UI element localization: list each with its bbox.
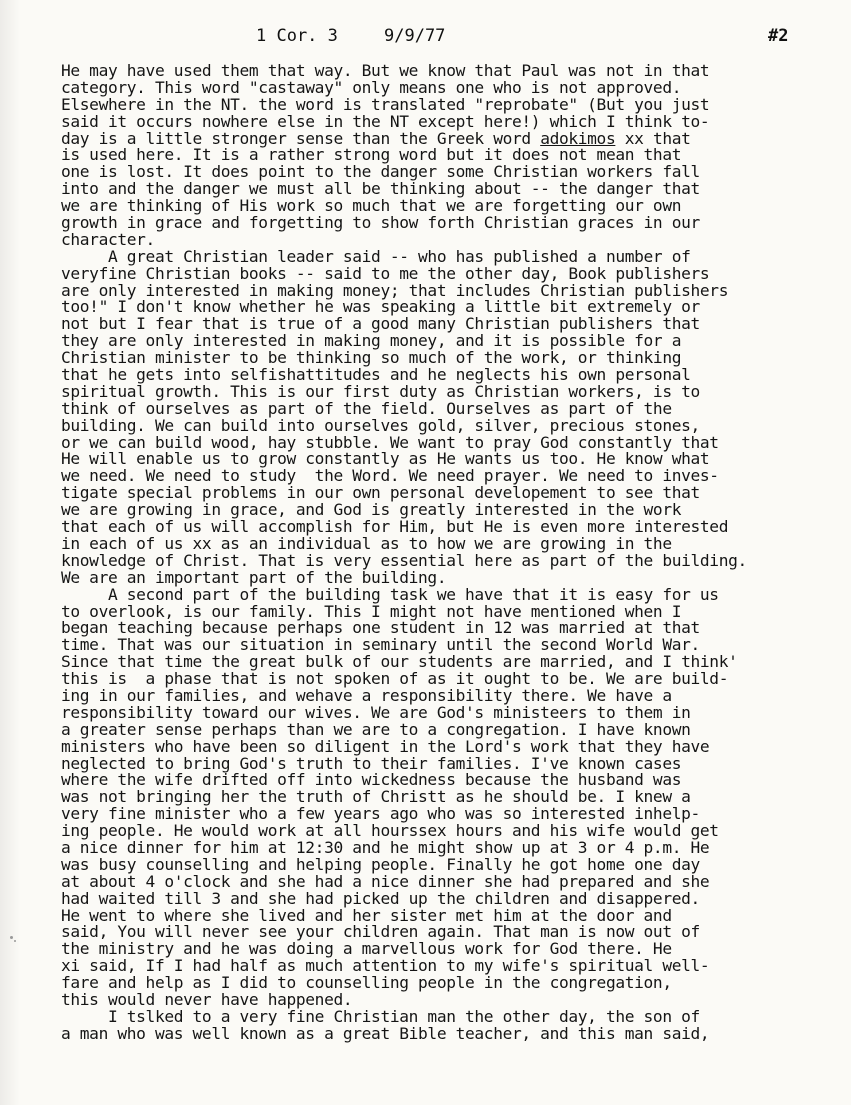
text-line: they are only interested in making money, and it is possible for a: [61, 331, 682, 351]
text-line: fare and help as I did to counselling people in the congregation,: [61, 973, 672, 993]
document-date: 9/9/77: [384, 26, 446, 46]
text-line: said it occurs nowhere else in the NT except here!) which I think to-: [61, 111, 710, 131]
underlined-word: adokimos: [540, 128, 616, 148]
text-line: was busy counselling and helping people. Finally he got home one day: [61, 854, 700, 874]
text-line: at about 4 o'clock and she had a nice dinner she had prepared and she: [61, 871, 710, 891]
text-line: a man who was well known as a great Bible teacher, and this man said,: [61, 1023, 710, 1043]
text-line: knowledge of Christ. That is very essential here as part of the building.: [61, 550, 747, 570]
text-line: He will enable us to grow constantly as He wants us too. He know what: [61, 449, 710, 469]
text-line: We are an important part of the building.: [61, 567, 447, 587]
text-line: this would never have happened.: [61, 989, 353, 1009]
text-line: was not bringing her the truth of Christt as he should be. I knew a: [61, 787, 691, 807]
text-line: tigate special problems in our own personal developement to see that: [61, 483, 700, 503]
text-line: neglected to bring God's truth to their families. I've known cases: [61, 753, 682, 773]
text-line: began teaching because perhaps one student in 12 was married at that: [61, 618, 700, 638]
text-line: xi said, If I had half as much attention to my wife's spiritual well-: [61, 956, 710, 976]
text-line: we are thinking of His work so much that we are forgetting our own: [61, 196, 682, 216]
text-line: we need. We need to study the Word. We need prayer. We need to inves-: [61, 466, 719, 486]
text-line: one is lost. It does point to the danger some Christian workers fall: [61, 162, 700, 182]
text-line: into and the danger we must all be thinking about -- the danger that: [61, 179, 700, 199]
text-line: a greater sense perhaps than we are to a congregation. I have known: [61, 719, 691, 739]
text-line: spiritual growth. This is our first duty as Christian workers, is to: [61, 381, 700, 401]
text-line: in each of us xx as an individual as to how we are growing in the: [61, 533, 672, 553]
text-line: Since that time the great bulk of our students are married, and I think': [61, 652, 738, 672]
text-line: had waited till 3 and she had picked up the children and disappered.: [61, 888, 700, 908]
text-line: we are growing in grace, and God is greatly interested in the work: [61, 500, 682, 520]
text-line: are only interested in making money; that includes Christian publishers: [61, 280, 729, 300]
text-line: think of ourselves as part of the field. Ourselves as part of the: [61, 398, 672, 418]
text-line: Elsewhere in the NT. the word is translated "reprobate" (But you just: [61, 94, 710, 114]
scan-speck: [14, 940, 16, 942]
text-line: character.: [61, 229, 155, 249]
text-line: or we can build wood, hay stubble. We want to pray God constantly that: [61, 432, 719, 452]
text-line: said, You will never see your children again. That man is now out of: [61, 922, 700, 942]
text-line: is used here. It is a rather strong word but it does not mean that: [61, 145, 682, 165]
text-line: building. We can build into ourselves gold, silver, precious stones,: [61, 415, 700, 435]
text-line: not but I fear that is true of a good many Christian publishers that: [61, 314, 700, 334]
text-segment: xx that: [615, 128, 691, 148]
text-line: A great Christian leader said -- who has published a number of: [61, 246, 691, 266]
text-line: where the wife drifted off into wickedness because the husband was: [61, 770, 682, 790]
text-line: this is a phase that is not spoken of as it ought to be. We are build-: [61, 669, 729, 689]
text-line: I tslked to a very fine Christian man the other day, the son of: [61, 1006, 700, 1026]
page-number: #2: [768, 26, 789, 46]
text-line: He went to where she lived and her sister met him at the door and: [61, 905, 672, 925]
page-edge-shadow: [0, 0, 20, 1105]
scan-speck: [10, 936, 13, 939]
text-line: to overlook, is our family. This I might not have mentioned when I: [61, 601, 682, 621]
text-line: that he gets into selfishattitudes and he neglects his own personal: [61, 365, 691, 385]
document-body: [61, 63, 851, 1043]
text-line: responsibility toward our wives. We are God's ministeers to them in: [61, 702, 691, 722]
text-segment: day is a little stronger sense than the Greek word: [61, 128, 541, 148]
text-line: time. That was our situation in seminary until the second World War.: [61, 635, 700, 655]
text-line: category. This word "castaway" only means one who is not approved.: [61, 77, 682, 97]
text-line: ing in our families, and wehave a responsibility there. We have a: [61, 685, 672, 705]
text-line: ministers who have been so diligent in the Lord's work that they have: [61, 736, 710, 756]
text-line: veryfine Christian books -- said to me the other day, Book publishers: [61, 263, 710, 283]
text-line: too!" I don't know whether he was speaking a little bit extremely or: [61, 297, 700, 317]
page-header: [0, 26, 851, 50]
text-line: ing people. He would work at all hourssex hours and his wife would get: [61, 821, 719, 841]
text-line: that each of us will accomplish for Him, but He is even more interested: [61, 517, 729, 537]
text-line: growth in grace and forgetting to show forth Christian graces in our: [61, 213, 700, 233]
scripture-reference: 1 Cor. 3: [256, 26, 338, 46]
text-line: the ministry and he was doing a marvellous work for God there. He: [61, 939, 672, 959]
text-line: a nice dinner for him at 12:30 and he might show up at 3 or 4 p.m. He: [61, 837, 710, 857]
text-line: very fine minister who a few years ago who was so interested inhelp-: [61, 804, 700, 824]
text-line: Christian minister to be thinking so much of the work, or thinking: [61, 348, 682, 368]
text-line: He may have used them that way. But we know that Paul was not in that: [61, 61, 710, 80]
text-line: A second part of the building task we have that it is easy for us: [61, 584, 719, 604]
